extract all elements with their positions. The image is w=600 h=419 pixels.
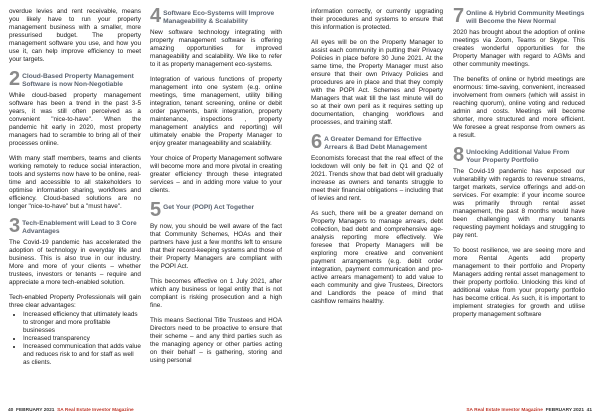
paragraph: 2020 has brought about the adoption of online meetings via Zoom, Teams or Skype. This creates wonderful opportunities for the Property Manager with regard to AGMs and other community meetings. <box>453 29 585 69</box>
section-5-heading <box>150 199 282 222</box>
paragraph: New software technology integrating with property management software is offering amazing opportunities for improved manageability and scalability. We like to refer to it as property management eco-systems. <box>150 29 282 69</box>
page-number: 41 <box>586 408 592 413</box>
paragraph: The Covid-19 pandemic has accelerated the adoption of technology in everyday life and business. This is also true in our industry. More and more of your clients – whether trustees, investors or tenants – require and appreciate a more tech-enabled solution. <box>9 239 141 287</box>
magazine-name: SA Real Estate Investor Magazine <box>466 408 543 413</box>
paragraph: To boost resilience, we are seeing more and more Rental Agents add property management to their portfolio and Property Managers adding rental asset management to their property portfolio. Unlocking this kind of additional value from your property portfolio has become critical. As such, it is important to implement strategies for growth and utilise property management software <box>453 247 585 319</box>
section-title: Tech-Enablement will Lead to 3 Core Advantages <box>22 220 137 235</box>
section-title: Get Your (POPI) Act Together <box>163 204 255 212</box>
section-number: 8 <box>453 144 465 167</box>
section-8-heading <box>453 144 585 167</box>
section-title: Unlocking Additional Value From Your Property Portfolio <box>466 149 570 164</box>
paragraph: Your choice of Property Management software will become more and more pivotal in creating greater efficiency through these integrated services – and in adding more value to your clients. <box>150 155 282 195</box>
section-3-heading <box>9 215 141 238</box>
paragraph: All eyes will be on the Property Manager to assist each community in putting their Privacy Policies in place before 30 June 2021. At the same time, the Property Manager must also ensure that their own Privacy Policies and procedures are in place and that they comply with the POPI Act. Schemes and Property Managers that wait till the last minute will do so at their own peril as it requires setting up documentation, changing workflows and processes, and training staff. <box>311 39 443 126</box>
list-item: • Increased communication that adds value and reduces risk to and for staff as well as clients. <box>23 343 141 367</box>
footer-left <box>8 408 134 414</box>
magazine-name: SA Real Estate Investor Magazine <box>57 408 134 413</box>
paragraph: This means Sectional Title Trustees and HOA Directors need to be proactive to ensure that their scheme – and any third parties such as the managing agency or other parties acting on their behalf – is gathering, storing and using personal <box>150 317 282 365</box>
section-title: Online & Hybrid Community Meetings will Become the New Normal <box>466 10 585 25</box>
section-number: 5 <box>150 199 162 222</box>
section-number: 2 <box>9 68 21 90</box>
column-1 <box>9 8 141 406</box>
section-number: 6 <box>311 131 323 153</box>
right-page <box>300 0 600 419</box>
section-title: A Greater Demand for Effective Arrears & Bad Debt Management <box>324 136 428 151</box>
advantages-list <box>23 311 141 367</box>
column-2 <box>150 8 282 406</box>
intro-paragraph: overdue levies and rent receivable, means you likely have to run your property management business with a smaller, more pressurised budget. The property management software you use, and how you use it, can help improve efficiency to meet your targets. <box>9 8 141 63</box>
section-number: 7 <box>453 8 465 27</box>
paragraph: information correctly, or currently upgrading their procedures and systems to ensure that this information is protected. <box>311 8 443 31</box>
paragraph: While cloud-based property management software has been a trend in the past 3-5 years, it was still often perceived as a convenient "nice-to-have". When the pandemic hit early in 2020, most property managers had to scramble to bring all of their processes online. <box>9 92 141 148</box>
paragraph: Tech-enabled Property Professionals will gain three clear advantages: <box>9 294 141 310</box>
issue-date: FEBRUARY 2021 <box>16 408 55 413</box>
section-number: 4 <box>150 8 162 27</box>
paragraph: The benefits of online or hybrid meetings are enormous: time-saving, convenient, increased involvement from owners (which will assist in reaching quorum), online voting and reduced admin and costs. Meetings will become shorter, more structured and more efficient. We foresee a great response from owners as a result. <box>453 76 585 140</box>
footer-right <box>466 408 592 414</box>
column-4 <box>453 8 585 406</box>
section-number: 3 <box>9 215 21 238</box>
paragraph: Integration of various functions of property management into one system (e.g. online meetings, time management, utility billing integration, tenant screening, online or debit order payments, bank integration, property maintenance, inspections , property management analytics and reporting) will ultimately enable the Property Manager to enjoy greater manageability and scalability. <box>150 76 282 148</box>
paragraph: As such, there will be a greater demand on Property Managers to manage arrears, debt collection, bad debt and comprehensive age-analysis reporting more effectively. We foresee that Property Managers will be exploring more creative and convenient payment arrangements (e.g. debit order integration, payment communication and pro-active arrears management) to add value to each community and give Trustees, Directors and Landlords the peace of mind that cashflow remains healthy. <box>311 210 443 306</box>
section-title: Software Eco-Systems will Improve Manageability & Scalability <box>163 10 275 25</box>
section-7-heading <box>453 8 585 25</box>
page-number: 40 <box>8 408 14 413</box>
section-4-heading <box>150 8 282 25</box>
section-6-heading <box>311 131 443 153</box>
list-item: • Increased transparency <box>23 335 141 343</box>
paragraph: By now, you should be well aware of the fact that Community Schemes, HOAs and their partners have just a few months left to ensure that their record-keeping systems and those of their Property Managers are compliant with the POPI Act. <box>150 223 282 271</box>
paragraph: With many staff members, teams and clients working remotely to reduce social interaction, tools and systems now have to be online, real-time and accessible to all stakeholders to optimise information sharing, workflows and efficiency. Cloud-based solutions are no longer "nice-to-have" but a "must have". <box>9 155 141 211</box>
paragraph: The Covid-19 pandemic has exposed our vulnerability with regards to revenue streams, target markets, service offerings and add-on services. For example: if your income source was primarily through rental asset management, the past 8 months would have been challenging with many tenants requesting payment holidays and struggling to pay rent. <box>453 168 585 240</box>
section-2-heading <box>9 68 141 90</box>
issue-date: FEBRUARY 2021 <box>545 408 584 413</box>
paragraph: Economists forecast that the real effect of the lockdown will only be felt in Q1 and Q2 of 2021. Trends show that bad debt will gradually increase as owners and tenants struggle to meet their financial obligations – including that of levies and rent. <box>311 155 443 203</box>
section-title: Cloud-Based Property Management Software is now Non-Negotiable <box>22 73 134 88</box>
list-item: • Increased efficiency that ultimately leads to stronger and more profitable businesses <box>23 311 141 335</box>
paragraph: This becomes effective on 1 July 2021, after which any business or legal entity that is not compliant is risking prosecution and a high fine. <box>150 278 282 310</box>
column-3 <box>311 8 443 406</box>
